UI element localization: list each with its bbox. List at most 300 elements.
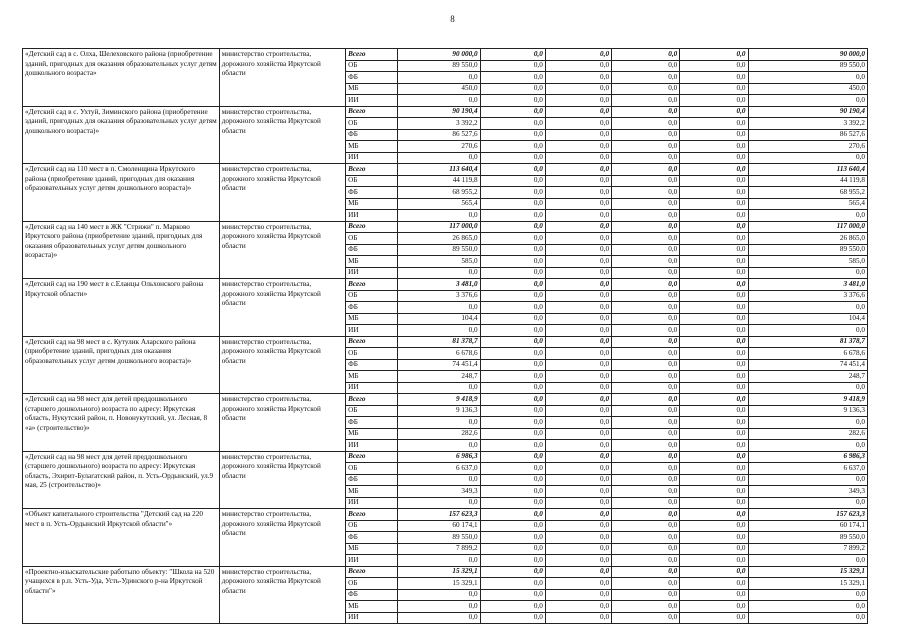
object-name-cell: «Детский сад на 190 мест в с.Еланцы Ольхонского района Иркутской области» (23, 279, 220, 337)
amount-cell: 0,0 (612, 612, 680, 624)
executor-cell: министерство строительства, дорожного хозяйства Иркутской области (219, 279, 345, 337)
amount-cell: 0,0 (680, 198, 748, 210)
total-amount-cell: 0,0 (748, 601, 868, 613)
amount-cell: 0,0 (545, 336, 611, 348)
amount-cell: 6 678,6 (398, 348, 480, 360)
amount-cell: 0,0 (480, 210, 545, 222)
amount-cell: 90 190,4 (398, 106, 480, 118)
amount-cell: 0,0 (480, 428, 545, 440)
amount-cell: 44 119,8 (398, 175, 480, 187)
amount-cell: 0,0 (545, 394, 611, 406)
table-row-total (23, 279, 868, 291)
amount-cell: 6 637,0 (398, 463, 480, 475)
total-amount-cell: 26 865,0 (748, 233, 868, 245)
amount-cell: 0,0 (480, 72, 545, 84)
funding-source-cell: МБ (346, 141, 398, 153)
amount-cell: 0,0 (680, 578, 748, 590)
amount-cell: 0,0 (680, 118, 748, 130)
amount-cell: 0,0 (545, 152, 611, 164)
amount-cell: 0,0 (680, 279, 748, 291)
amount-cell: 0,0 (480, 578, 545, 590)
amount-cell: 0,0 (612, 210, 680, 222)
amount-cell: 0,0 (480, 371, 545, 383)
total-amount-cell: 270,6 (748, 141, 868, 153)
funding-source-cell: Всего (346, 509, 398, 521)
executor-cell: министерство строительства, дорожного хозяйства Иркутской области (219, 336, 345, 394)
funding-source-cell: ИИ (346, 382, 398, 394)
amount-cell: 0,0 (680, 221, 748, 233)
amount-cell: 0,0 (612, 325, 680, 337)
total-amount-cell: 7 899,2 (748, 543, 868, 555)
object-name-cell: «Детский сад на 140 мест в ЖК "Стрижи" п. Марково Иркутского района (приобретение зданий, пригодных для оказания образовательных услуг детям дошкольного возраста)» (23, 221, 220, 279)
amount-cell: 0,0 (612, 279, 680, 291)
funding-source-cell: ФБ (346, 72, 398, 84)
amount-cell: 248,7 (398, 371, 480, 383)
amount-cell: 0,0 (680, 95, 748, 107)
amount-cell: 0,0 (612, 359, 680, 371)
amount-cell: 0,0 (398, 440, 480, 452)
total-amount-cell: 0,0 (748, 555, 868, 567)
amount-cell: 0,0 (545, 428, 611, 440)
amount-cell: 0,0 (545, 325, 611, 337)
amount-cell: 0,0 (612, 371, 680, 383)
amount-cell: 0,0 (612, 509, 680, 521)
amount-cell: 0,0 (480, 175, 545, 187)
amount-cell: 0,0 (398, 589, 480, 601)
amount-cell: 0,0 (680, 555, 748, 567)
funding-source-cell: ФБ (346, 532, 398, 544)
amount-cell: 0,0 (480, 233, 545, 245)
total-amount-cell: 0,0 (748, 152, 868, 164)
amount-cell: 0,0 (612, 233, 680, 245)
amount-cell: 26 865,0 (398, 233, 480, 245)
amount-cell: 0,0 (680, 474, 748, 486)
object-name-cell: «Детский сад на 98 мест для детей преддошкольного (старшего дошкольного) возраста по адресу: Иркутская область, Нукутский район, п. Новонукутский, ул. Лесная, 8 «а» (строительство)» (23, 394, 220, 452)
amount-cell: 0,0 (480, 221, 545, 233)
amount-cell: 0,0 (680, 72, 748, 84)
amount-cell: 0,0 (480, 486, 545, 498)
amount-cell: 0,0 (680, 210, 748, 222)
amount-cell: 0,0 (680, 359, 748, 371)
amount-cell: 0,0 (680, 382, 748, 394)
amount-cell: 0,0 (398, 474, 480, 486)
amount-cell: 0,0 (612, 49, 680, 61)
amount-cell: 0,0 (480, 348, 545, 360)
amount-cell: 0,0 (680, 348, 748, 360)
amount-cell: 0,0 (680, 325, 748, 337)
amount-cell: 0,0 (398, 555, 480, 567)
amount-cell: 0,0 (545, 543, 611, 555)
amount-cell: 86 527,6 (398, 129, 480, 141)
amount-cell: 0,0 (545, 302, 611, 314)
object-name-cell: «Детский сад в с. Ухтуй, Зиминского района (приобретение зданий, пригодных для оказания образовательных услуг детям дошкольного возраста)» (23, 106, 220, 164)
amount-cell: 450,0 (398, 83, 480, 95)
amount-cell: 0,0 (680, 566, 748, 578)
total-amount-cell: 0,0 (748, 325, 868, 337)
amount-cell: 0,0 (612, 532, 680, 544)
total-amount-cell: 89 550,0 (748, 60, 868, 72)
amount-cell: 0,0 (480, 83, 545, 95)
amount-cell: 0,0 (480, 49, 545, 61)
amount-cell: 0,0 (612, 463, 680, 475)
amount-cell: 0,0 (398, 152, 480, 164)
amount-cell: 0,0 (480, 601, 545, 613)
funding-source-cell: ИИ (346, 497, 398, 509)
table-row-total (23, 221, 868, 233)
amount-cell: 0,0 (398, 417, 480, 429)
amount-cell: 0,0 (545, 440, 611, 452)
total-amount-cell: 349,3 (748, 486, 868, 498)
funding-source-cell: Всего (346, 451, 398, 463)
funding-source-cell: ОБ (346, 60, 398, 72)
funding-source-cell: ИИ (346, 152, 398, 164)
amount-cell: 0,0 (545, 290, 611, 302)
funding-source-cell: ФБ (346, 129, 398, 141)
executor-cell: министерство строительства, дорожного хозяйства Иркутской области (219, 566, 345, 624)
amount-cell: 0,0 (680, 451, 748, 463)
amount-cell: 0,0 (545, 371, 611, 383)
funding-source-cell: ФБ (346, 187, 398, 199)
funding-source-cell: МБ (346, 313, 398, 325)
amount-cell: 0,0 (480, 394, 545, 406)
funding-source-cell: Всего (346, 106, 398, 118)
amount-cell: 0,0 (480, 129, 545, 141)
table-row-total (23, 49, 868, 61)
amount-cell: 0,0 (480, 244, 545, 256)
amount-cell: 0,0 (680, 290, 748, 302)
amount-cell: 0,0 (398, 612, 480, 624)
funding-source-cell: МБ (346, 371, 398, 383)
amount-cell: 0,0 (398, 72, 480, 84)
total-amount-cell: 0,0 (748, 302, 868, 314)
amount-cell: 0,0 (680, 256, 748, 268)
funding-source-cell: ОБ (346, 520, 398, 532)
amount-cell: 0,0 (545, 267, 611, 279)
amount-cell: 0,0 (480, 589, 545, 601)
funding-source-cell: ФБ (346, 589, 398, 601)
amount-cell: 74 451,4 (398, 359, 480, 371)
amount-cell: 0,0 (545, 532, 611, 544)
amount-cell: 0,0 (545, 486, 611, 498)
amount-cell: 0,0 (480, 313, 545, 325)
total-amount-cell: 0,0 (748, 612, 868, 624)
amount-cell: 0,0 (545, 244, 611, 256)
amount-cell: 0,0 (680, 497, 748, 509)
amount-cell: 0,0 (545, 348, 611, 360)
amount-cell: 0,0 (612, 290, 680, 302)
amount-cell: 0,0 (398, 382, 480, 394)
total-amount-cell: 248,7 (748, 371, 868, 383)
amount-cell: 0,0 (545, 279, 611, 291)
amount-cell: 0,0 (612, 382, 680, 394)
amount-cell: 0,0 (612, 394, 680, 406)
budget-table-body (23, 49, 868, 624)
executor-cell: министерство строительства, дорожного хозяйства Иркутской области (219, 394, 345, 452)
amount-cell: 157 623,3 (398, 509, 480, 521)
amount-cell: 565,4 (398, 198, 480, 210)
total-amount-cell: 86 527,6 (748, 129, 868, 141)
amount-cell: 0,0 (545, 187, 611, 199)
amount-cell: 0,0 (680, 187, 748, 199)
amount-cell: 0,0 (480, 359, 545, 371)
amount-cell: 0,0 (680, 589, 748, 601)
amount-cell: 0,0 (680, 152, 748, 164)
amount-cell: 0,0 (545, 417, 611, 429)
amount-cell: 585,0 (398, 256, 480, 268)
funding-source-cell: ФБ (346, 474, 398, 486)
amount-cell: 0,0 (480, 152, 545, 164)
funding-source-cell: МБ (346, 256, 398, 268)
amount-cell: 0,0 (480, 555, 545, 567)
amount-cell: 0,0 (480, 497, 545, 509)
amount-cell: 0,0 (398, 267, 480, 279)
amount-cell: 89 550,0 (398, 532, 480, 544)
amount-cell: 104,4 (398, 313, 480, 325)
amount-cell: 0,0 (612, 417, 680, 429)
funding-source-cell: ИИ (346, 267, 398, 279)
amount-cell: 0,0 (612, 106, 680, 118)
total-amount-cell: 81 378,7 (748, 336, 868, 348)
amount-cell: 0,0 (480, 325, 545, 337)
amount-cell: 0,0 (545, 463, 611, 475)
amount-cell: 0,0 (612, 440, 680, 452)
amount-cell: 0,0 (545, 612, 611, 624)
amount-cell: 0,0 (612, 601, 680, 613)
amount-cell: 0,0 (545, 497, 611, 509)
amount-cell: 0,0 (480, 198, 545, 210)
table-row-total (23, 451, 868, 463)
amount-cell: 0,0 (680, 83, 748, 95)
funding-source-cell: ОБ (346, 405, 398, 417)
total-amount-cell: 90 190,4 (748, 106, 868, 118)
amount-cell: 3 481,0 (398, 279, 480, 291)
amount-cell: 0,0 (480, 417, 545, 429)
amount-cell: 0,0 (545, 175, 611, 187)
amount-cell: 0,0 (398, 497, 480, 509)
amount-cell: 0,0 (680, 486, 748, 498)
amount-cell: 0,0 (612, 474, 680, 486)
amount-cell: 0,0 (398, 95, 480, 107)
amount-cell: 89 550,0 (398, 60, 480, 72)
amount-cell: 0,0 (680, 417, 748, 429)
total-amount-cell: 3 392,2 (748, 118, 868, 130)
total-amount-cell: 157 623,3 (748, 509, 868, 521)
total-amount-cell: 0,0 (748, 72, 868, 84)
total-amount-cell: 0,0 (748, 210, 868, 222)
amount-cell: 0,0 (545, 474, 611, 486)
amount-cell: 0,0 (612, 129, 680, 141)
total-amount-cell: 0,0 (748, 95, 868, 107)
table-row-total (23, 164, 868, 176)
funding-source-cell: ИИ (346, 612, 398, 624)
total-amount-cell: 90 000,0 (748, 49, 868, 61)
amount-cell: 0,0 (680, 532, 748, 544)
funding-source-cell: ОБ (346, 118, 398, 130)
amount-cell: 0,0 (612, 348, 680, 360)
funding-source-cell: Всего (346, 566, 398, 578)
executor-cell: министерство строительства, дорожного хозяйства Иркутской области (219, 451, 345, 509)
amount-cell: 0,0 (680, 612, 748, 624)
amount-cell: 270,6 (398, 141, 480, 153)
total-amount-cell: 0,0 (748, 382, 868, 394)
amount-cell: 0,0 (680, 509, 748, 521)
funding-source-cell: ФБ (346, 417, 398, 429)
amount-cell: 0,0 (680, 164, 748, 176)
amount-cell: 0,0 (480, 302, 545, 314)
total-amount-cell: 44 119,8 (748, 175, 868, 187)
funding-source-cell: ОБ (346, 175, 398, 187)
amount-cell: 0,0 (680, 440, 748, 452)
amount-cell: 3 392,2 (398, 118, 480, 130)
amount-cell: 0,0 (680, 244, 748, 256)
amount-cell: 0,0 (480, 474, 545, 486)
amount-cell: 0,0 (480, 520, 545, 532)
amount-cell: 60 174,1 (398, 520, 480, 532)
amount-cell: 9 418,9 (398, 394, 480, 406)
amount-cell: 0,0 (480, 279, 545, 291)
page-number: 8 (450, 14, 455, 24)
total-amount-cell: 0,0 (748, 417, 868, 429)
amount-cell: 0,0 (612, 187, 680, 199)
total-amount-cell: 6 986,3 (748, 451, 868, 463)
amount-cell: 0,0 (545, 313, 611, 325)
funding-source-cell: Всего (346, 394, 398, 406)
total-amount-cell: 0,0 (748, 589, 868, 601)
amount-cell: 0,0 (480, 336, 545, 348)
funding-source-cell: МБ (346, 601, 398, 613)
amount-cell: 0,0 (612, 95, 680, 107)
funding-source-cell: МБ (346, 543, 398, 555)
amount-cell: 0,0 (612, 520, 680, 532)
amount-cell: 0,0 (612, 555, 680, 567)
funding-source-cell: МБ (346, 428, 398, 440)
amount-cell: 0,0 (480, 164, 545, 176)
amount-cell: 0,0 (612, 543, 680, 555)
amount-cell: 0,0 (545, 198, 611, 210)
funding-source-cell: Всего (346, 336, 398, 348)
amount-cell: 89 550,0 (398, 244, 480, 256)
amount-cell: 15 329,1 (398, 566, 480, 578)
total-amount-cell: 15 329,1 (748, 578, 868, 590)
executor-cell: министерство строительства, дорожного хозяйства Иркутской области (219, 49, 345, 107)
total-amount-cell: 0,0 (748, 440, 868, 452)
total-amount-cell: 565,4 (748, 198, 868, 210)
total-amount-cell: 0,0 (748, 474, 868, 486)
amount-cell: 0,0 (480, 543, 545, 555)
funding-source-cell: ОБ (346, 578, 398, 590)
amount-cell: 0,0 (612, 578, 680, 590)
amount-cell: 0,0 (545, 60, 611, 72)
amount-cell: 0,0 (480, 187, 545, 199)
amount-cell: 0,0 (545, 118, 611, 130)
funding-source-cell: Всего (346, 49, 398, 61)
amount-cell: 9 136,3 (398, 405, 480, 417)
amount-cell: 3 376,6 (398, 290, 480, 302)
amount-cell: 0,0 (680, 428, 748, 440)
total-amount-cell: 15 329,1 (748, 566, 868, 578)
amount-cell: 0,0 (612, 60, 680, 72)
amount-cell: 0,0 (612, 428, 680, 440)
total-amount-cell: 3 376,6 (748, 290, 868, 302)
funding-source-cell: ОБ (346, 463, 398, 475)
amount-cell: 0,0 (545, 405, 611, 417)
total-amount-cell: 104,4 (748, 313, 868, 325)
amount-cell: 0,0 (680, 302, 748, 314)
amount-cell: 0,0 (612, 164, 680, 176)
total-amount-cell: 68 955,2 (748, 187, 868, 199)
amount-cell: 0,0 (545, 210, 611, 222)
amount-cell: 0,0 (480, 566, 545, 578)
amount-cell: 0,0 (612, 451, 680, 463)
amount-cell: 0,0 (480, 95, 545, 107)
amount-cell: 349,3 (398, 486, 480, 498)
amount-cell: 0,0 (612, 497, 680, 509)
object-name-cell: «Детский сад в с. Олха, Шелеховского района (приобретение зданий, пригодных для оказания образовательных услуг детям дошкольного возраста» (23, 49, 220, 107)
funding-source-cell: Всего (346, 164, 398, 176)
total-amount-cell: 282,6 (748, 428, 868, 440)
amount-cell: 0,0 (545, 83, 611, 95)
executor-cell: министерство строительства, дорожного хозяйства Иркутской области (219, 164, 345, 222)
funding-source-cell: ИИ (346, 95, 398, 107)
object-name-cell: «Детский сад на 98 мест в с. Кутулик Аларского района (приобретение зданий, пригодных для оказания образовательных услуг детям дошкольного возраста)» (23, 336, 220, 394)
funding-source-cell: ОБ (346, 290, 398, 302)
amount-cell: 0,0 (612, 175, 680, 187)
amount-cell: 81 378,7 (398, 336, 480, 348)
object-name-cell: «Детский сад на 98 мест для детей преддошкольного (старшего дошкольного) возраста по адресу: Иркутская область, Эхирит-Булагатский район, п. Усть-Ордынский, ул.9 мая, 25 (строительство)» (23, 451, 220, 509)
amount-cell: 0,0 (480, 382, 545, 394)
amount-cell: 0,0 (680, 394, 748, 406)
object-name-cell: «Детский сад на 110 мест в п. Смоленщина Иркутского района (приобретение зданий, пригодных для оказания образовательных услуг детям дошкольного возраста)» (23, 164, 220, 222)
table-row-total (23, 566, 868, 578)
amount-cell: 0,0 (612, 336, 680, 348)
amount-cell: 0,0 (545, 129, 611, 141)
amount-cell: 0,0 (612, 221, 680, 233)
amount-cell: 0,0 (545, 555, 611, 567)
amount-cell: 117 000,0 (398, 221, 480, 233)
total-amount-cell: 585,0 (748, 256, 868, 268)
amount-cell: 0,0 (612, 405, 680, 417)
total-amount-cell: 89 550,0 (748, 244, 868, 256)
amount-cell: 0,0 (545, 164, 611, 176)
amount-cell: 0,0 (480, 106, 545, 118)
amount-cell: 0,0 (480, 60, 545, 72)
amount-cell: 0,0 (545, 106, 611, 118)
funding-source-cell: ОБ (346, 348, 398, 360)
amount-cell: 0,0 (480, 509, 545, 521)
amount-cell: 7 899,2 (398, 543, 480, 555)
total-amount-cell: 6 678,6 (748, 348, 868, 360)
budget-table (22, 48, 868, 624)
amount-cell: 68 955,2 (398, 187, 480, 199)
amount-cell: 0,0 (545, 49, 611, 61)
amount-cell: 0,0 (680, 141, 748, 153)
total-amount-cell: 0,0 (748, 267, 868, 279)
amount-cell: 0,0 (545, 256, 611, 268)
amount-cell: 0,0 (545, 95, 611, 107)
funding-source-cell: Всего (346, 279, 398, 291)
amount-cell: 0,0 (480, 118, 545, 130)
amount-cell: 0,0 (545, 578, 611, 590)
funding-source-cell: ИИ (346, 210, 398, 222)
amount-cell: 0,0 (480, 267, 545, 279)
amount-cell: 0,0 (480, 290, 545, 302)
total-amount-cell: 6 637,0 (748, 463, 868, 475)
table-row-total (23, 394, 868, 406)
amount-cell: 0,0 (612, 83, 680, 95)
total-amount-cell: 113 640,4 (748, 164, 868, 176)
amount-cell: 0,0 (480, 463, 545, 475)
amount-cell: 0,0 (612, 152, 680, 164)
